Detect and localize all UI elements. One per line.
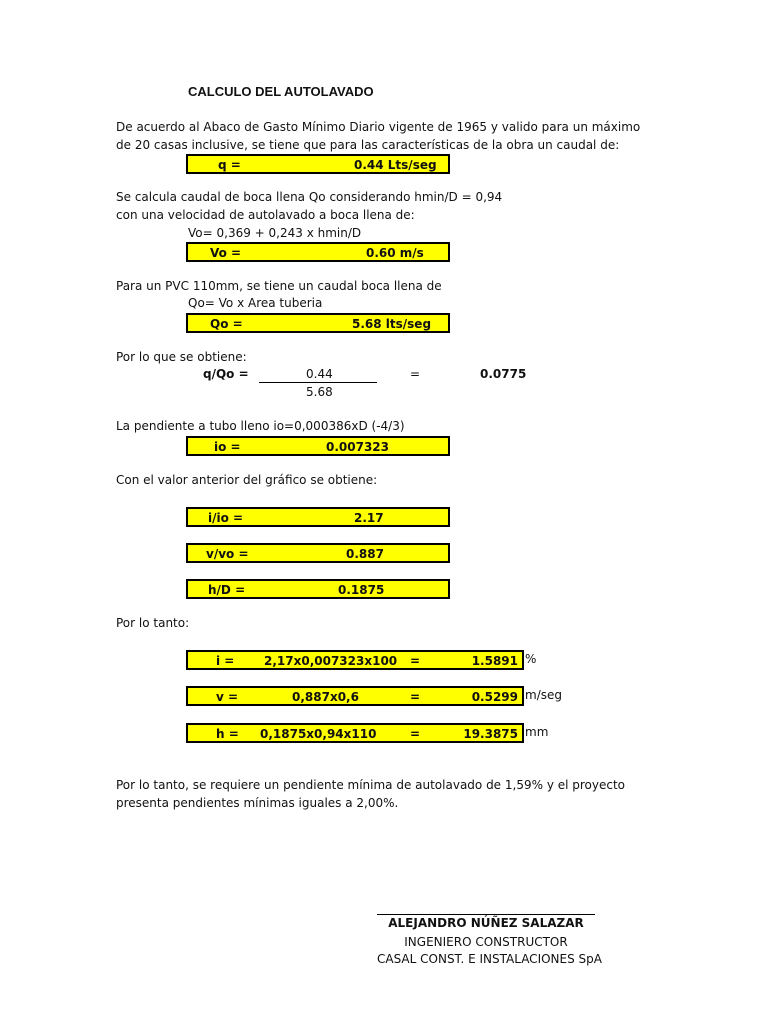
graph-box-value: 2.17 [354, 511, 384, 525]
q-value: 0.44 Lts/seg [354, 158, 437, 172]
graph-box-label: v/vo = [206, 547, 249, 561]
result-label: i = [216, 654, 235, 668]
tanto-heading: Por lo tanto: [116, 616, 190, 630]
signature-line [377, 914, 595, 915]
conclusion-line-1: Por lo tanto, se requiere un pendiente mínima de autolavado de 1,59% y el proyecto [116, 778, 626, 792]
result-label: h = [216, 727, 239, 741]
signature-name: ALEJANDRO NÚÑEZ SALAZAR [388, 916, 584, 930]
qo-intro-line-2: con una velocidad de autolavado a boca llena de: [116, 208, 415, 222]
qo-label: Qo = [210, 317, 243, 331]
graph-box-value: 0.887 [346, 547, 384, 561]
signature-role: INGENIERO CONSTRUCTOR [404, 935, 568, 949]
graph-box-h-d [186, 579, 450, 599]
vo-label: Vo = [210, 246, 242, 260]
ratio-numerator: 0.44 [306, 367, 333, 381]
result-unit-h: mm [525, 725, 549, 739]
io-value: 0.007323 [326, 440, 390, 454]
qo-value: 5.68 lts/seg [352, 317, 432, 331]
result-eq: = [410, 690, 421, 704]
result-unit-v: m/seg [525, 688, 562, 702]
graph-box-value: 0.1875 [338, 583, 385, 597]
result-eq: = [410, 727, 421, 741]
graph-intro: Con el valor anterior del gráfico se obtiene: [116, 473, 378, 487]
qo-formula: Qo= Vo x Area tuberia [188, 296, 323, 310]
result-box-v [186, 686, 524, 706]
result-box-h [186, 723, 524, 743]
result-expr: 0,887x0,6 [292, 690, 359, 704]
graph-box-label: i/io = [208, 511, 244, 525]
io-formula-line: La pendiente a tubo lleno io=0,000386xD (-4/3) [116, 419, 405, 433]
page-title: CALCULO DEL AUTOLAVADO [188, 84, 374, 99]
graph-box-i-io [186, 507, 450, 527]
io-label: io = [214, 440, 241, 454]
result-expr: 2,17x0,007323x100 [264, 654, 398, 668]
result-label: v = [216, 690, 239, 704]
result-value: 19.3875 [463, 727, 518, 741]
ratio-equals: = [410, 367, 421, 381]
fraction-bar [259, 382, 377, 383]
vo-value: 0.60 m/s [366, 246, 424, 260]
ratio-label: q/Qo = [203, 367, 249, 381]
ratio-result: 0.0775 [480, 367, 527, 381]
graph-box-label: h/D = [208, 583, 246, 597]
result-unit-i: % [525, 652, 537, 666]
ratio-intro: Por lo que se obtiene: [116, 350, 247, 364]
vo-formula: Vo= 0,369 + 0,243 x hmin/D [188, 226, 362, 240]
ratio-denominator: 5.68 [306, 385, 333, 399]
result-value: 0.5299 [471, 690, 518, 704]
result-expr: 0,1875x0,94x110 [260, 727, 377, 741]
result-value: 1.5891 [471, 654, 518, 668]
qo-intro-line-1: Se calcula caudal de boca llena Qo considerando hmin/D = 0,94 [116, 190, 503, 204]
graph-box-v-vo [186, 543, 450, 563]
q-label: q = [218, 158, 241, 172]
result-box-i [186, 650, 524, 670]
io-result-box [186, 436, 450, 456]
result-eq: = [410, 654, 421, 668]
signature-company: CASAL CONST. E INSTALACIONES SpA [377, 952, 602, 966]
intro-line-1: De acuerdo al Abaco de Gasto Mínimo Diario vigente de 1965 y valido para un máximo [116, 120, 641, 134]
conclusion-line-2: presenta pendientes mínimas iguales a 2,00%. [116, 796, 399, 810]
vo-result-box [186, 242, 450, 262]
q-result-box [186, 154, 450, 174]
qo-result-box [186, 313, 450, 333]
intro-line-2: de 20 casas inclusive, se tiene que para las características de la obra un caudal de: [116, 138, 620, 152]
pvc-intro-line: Para un PVC 110mm, se tiene un caudal boca llena de [116, 279, 442, 293]
